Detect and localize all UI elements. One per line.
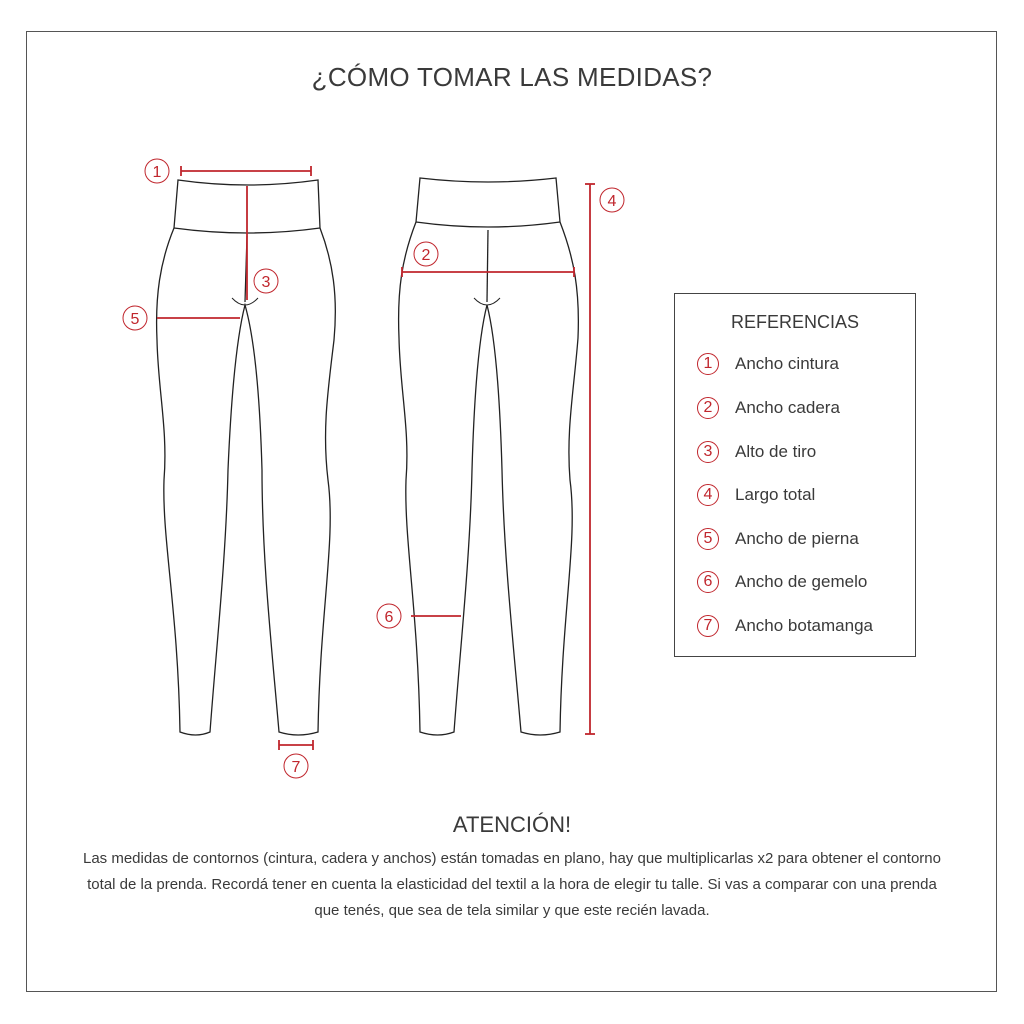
reference-number: 2 (697, 397, 719, 419)
page-title: ¿CÓMO TOMAR LAS MEDIDAS? (311, 62, 713, 92)
svg-text:1: 1 (152, 164, 162, 181)
reference-label: Ancho de gemelo (735, 572, 868, 591)
svg-text:4: 4 (607, 193, 617, 210)
svg-text:6: 6 (384, 609, 394, 626)
reference-item-6 (697, 569, 867, 595)
references-box (674, 293, 916, 657)
marker-7 (284, 754, 308, 778)
reference-label: Ancho cintura (735, 354, 839, 373)
reference-item-1 (697, 351, 839, 377)
marker-5 (123, 306, 147, 330)
marker-3 (254, 269, 278, 293)
reference-number: 6 (697, 571, 719, 593)
leggings-front (157, 180, 336, 735)
reference-label: Alto de tiro (735, 442, 817, 461)
reference-item-2 (697, 395, 840, 421)
reference-item-7 (697, 613, 873, 639)
leggings-back-center-seam (487, 230, 488, 302)
attention-text: Las medidas de contornos (cintura, cadera y anchos) están tomadas en plano, hay que multiplicarlas x2 para obtener el contorno total de la prenda. Recordá tener en cuenta la elasticidad del textil a la hora de elegir tu talle. Si vas a comparar con una prenda que tenés, que sea de tela similar y que este recién lavada. (82, 850, 941, 919)
reference-item-4 (697, 482, 815, 508)
svg-text:5: 5 (130, 311, 140, 328)
reference-number: 1 (697, 353, 719, 375)
reference-item-5 (697, 526, 859, 552)
reference-label: Ancho de pierna (735, 529, 859, 548)
reference-number: 5 (697, 528, 719, 550)
reference-label: Ancho cadera (735, 398, 840, 417)
reference-label: Ancho botamanga (735, 616, 873, 635)
marker-4 (600, 188, 624, 212)
attention-heading: ATENCIÓN! (452, 812, 572, 837)
svg-text:3: 3 (261, 274, 271, 291)
reference-number: 7 (697, 615, 719, 637)
marker-1 (145, 159, 169, 183)
reference-item-3 (697, 439, 816, 465)
leggings-back-waistband-seam (416, 222, 560, 227)
reference-number: 3 (697, 441, 719, 463)
svg-text:7: 7 (291, 759, 301, 776)
svg-text:2: 2 (421, 247, 431, 264)
references-heading: REFERENCIAS (730, 312, 860, 332)
marker-2 (414, 242, 438, 266)
reference-number: 4 (697, 484, 719, 506)
measurement-lines (157, 166, 595, 750)
marker-6 (377, 604, 401, 628)
reference-label: Largo total (735, 485, 816, 504)
diagram-markers (123, 159, 624, 778)
